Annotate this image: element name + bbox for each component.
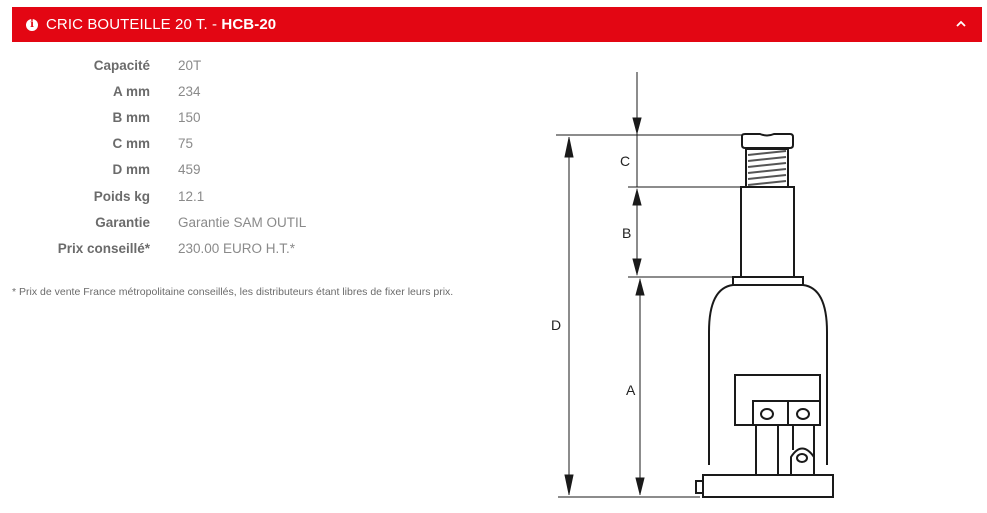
- spec-value: Garantie SAM OUTIL: [178, 215, 307, 230]
- spec-row-b-mm: [0, 110, 420, 130]
- spec-label: Poids kg: [93, 189, 150, 204]
- dimension-label-b: B: [622, 225, 632, 241]
- spec-row-prix: [0, 241, 420, 261]
- spec-value: 20T: [178, 58, 202, 73]
- spec-label: A mm: [112, 84, 150, 99]
- spec-label: B mm: [112, 110, 150, 125]
- product-name: CRIC BOUTEILLE 20 T. -: [46, 16, 222, 33]
- product-title: [46, 16, 276, 33]
- spec-label: Capacité: [93, 58, 150, 73]
- spec-value: 230.00 EURO H.T.*: [178, 241, 296, 256]
- spec-value: 150: [178, 110, 201, 125]
- bottle-jack-dimension-diagram: [540, 60, 860, 510]
- product-model: HCB-20: [221, 16, 277, 33]
- spec-row-a-mm: [0, 84, 420, 104]
- product-accordion-header[interactable]: [12, 7, 982, 42]
- spec-row-garantie: [0, 215, 420, 235]
- dimension-label-c: C: [620, 153, 631, 169]
- spec-value: 459: [178, 162, 201, 177]
- spec-row-c-mm: [0, 136, 420, 156]
- spec-row-capacite: [0, 58, 420, 78]
- spec-row-d-mm: [0, 162, 420, 182]
- dimension-label-a: A: [626, 382, 636, 398]
- spec-label: C mm: [112, 136, 150, 151]
- spec-value: 12.1: [178, 189, 205, 204]
- spec-label: Prix conseillé*: [57, 241, 150, 256]
- spec-label: D mm: [112, 162, 150, 177]
- spec-value: 75: [178, 136, 194, 151]
- info-circle-icon: i: [26, 19, 38, 31]
- spec-label: Garantie: [95, 215, 150, 230]
- spec-row-poids: [0, 189, 420, 209]
- dimension-label-d: D: [551, 317, 562, 333]
- price-footnote: * Prix de vente France métropolitaine conseillés, les distributeurs étant libres de fixer leurs prix.: [12, 286, 454, 298]
- chevron-up-icon[interactable]: [954, 16, 968, 30]
- spec-value: 234: [178, 84, 201, 99]
